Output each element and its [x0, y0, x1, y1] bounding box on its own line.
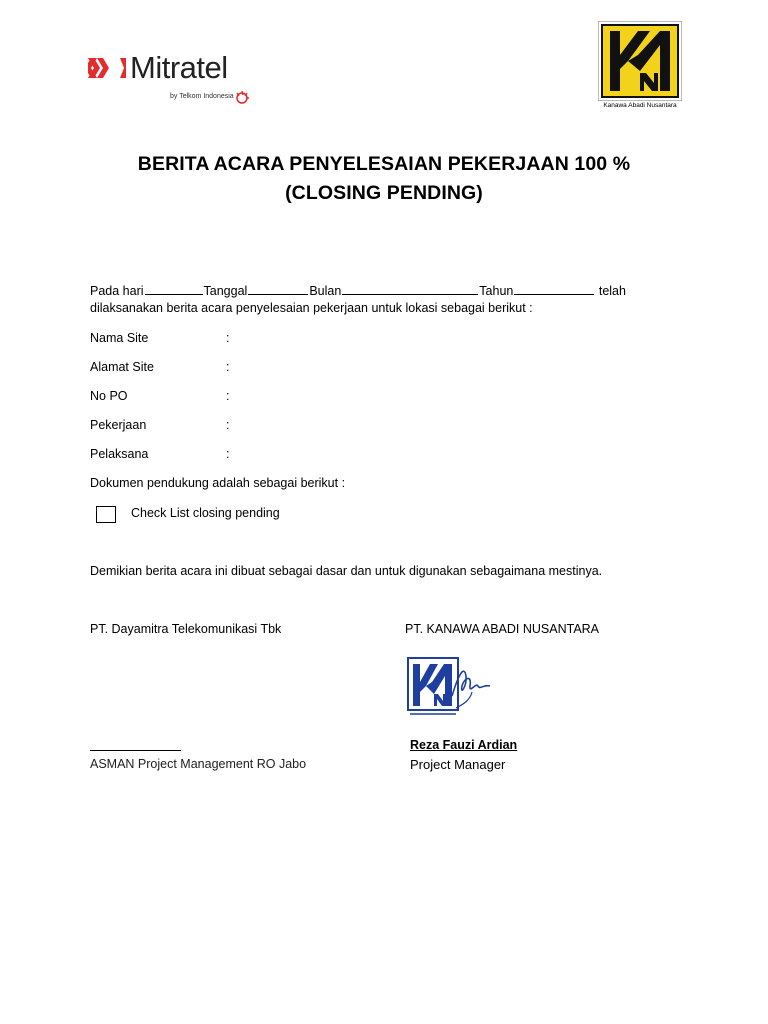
field-label-alamat-site: Alamat Site [90, 360, 154, 374]
tahun-blank [514, 282, 594, 295]
document-subtitle: (CLOSING PENDING) [285, 182, 483, 204]
right-company-name: PT. KANAWA ABADI NUSANTARA [405, 622, 600, 636]
intro-tahun-label: Tahun [479, 284, 514, 298]
document-title: BERITA ACARA PENYELESAIAN PEKERJAAN 100 % [137, 153, 631, 175]
left-company-name: PT. Dayamitra Telekomunikasi Tbk [90, 622, 282, 636]
right-signer-title: Project Manager [410, 757, 506, 772]
mitratel-wordmark: Mitratel [130, 50, 228, 85]
left-signature-line [90, 750, 181, 751]
intro-bulan-label: Bulan [309, 284, 342, 298]
mitratel-mark-icon [88, 56, 128, 82]
checklist-checkbox[interactable] [96, 506, 116, 523]
field-colon: : [226, 360, 230, 374]
kanawa-emblem-icon [598, 21, 682, 101]
supporting-docs-heading: Dokumen pendukung adalah sebagai berikut : [90, 476, 346, 490]
field-label-no-po: No PO [90, 389, 128, 403]
intro-telah-label: telah [598, 284, 626, 298]
intro-line-2: dilaksanakan berita acara penyelesaian pekerjaan untuk lokasi sebagai berikut : [90, 301, 533, 315]
field-colon: : [226, 389, 230, 403]
mitratel-logo [88, 52, 263, 108]
bulan-blank [342, 282, 478, 295]
left-signer-title: ASMAN Project Management RO Jabo [90, 757, 307, 771]
intro-hari-label: Pada hari [90, 284, 144, 298]
checklist-item-label: Check List closing pending [131, 506, 280, 520]
field-label-nama-site: Nama Site [90, 331, 149, 345]
hari-blank [145, 282, 203, 295]
intro-tanggal-label: Tanggal [203, 284, 248, 298]
signature-stamp-icon [406, 656, 492, 730]
mitratel-subtitle: by Telkom Indonesia [170, 93, 234, 100]
right-signer-name: Reza Fauzi Ardian [410, 738, 518, 752]
kanawa-caption: Kanawa Abadi Nusantara [603, 102, 677, 109]
field-label-pekerjaan: Pekerjaan [90, 418, 147, 432]
field-colon: : [226, 331, 230, 345]
kanawa-logo [598, 21, 682, 111]
intro-line-1 [90, 282, 690, 299]
telkom-hand-icon [234, 90, 250, 104]
field-colon: : [226, 418, 230, 432]
tanggal-blank [248, 282, 308, 295]
field-colon: : [226, 447, 230, 461]
field-label-pelaksana: Pelaksana [90, 447, 149, 461]
closing-statement: Demikian berita acara ini dibuat sebagai dasar dan untuk digunakan sebagaimana mestinya. [90, 564, 603, 578]
